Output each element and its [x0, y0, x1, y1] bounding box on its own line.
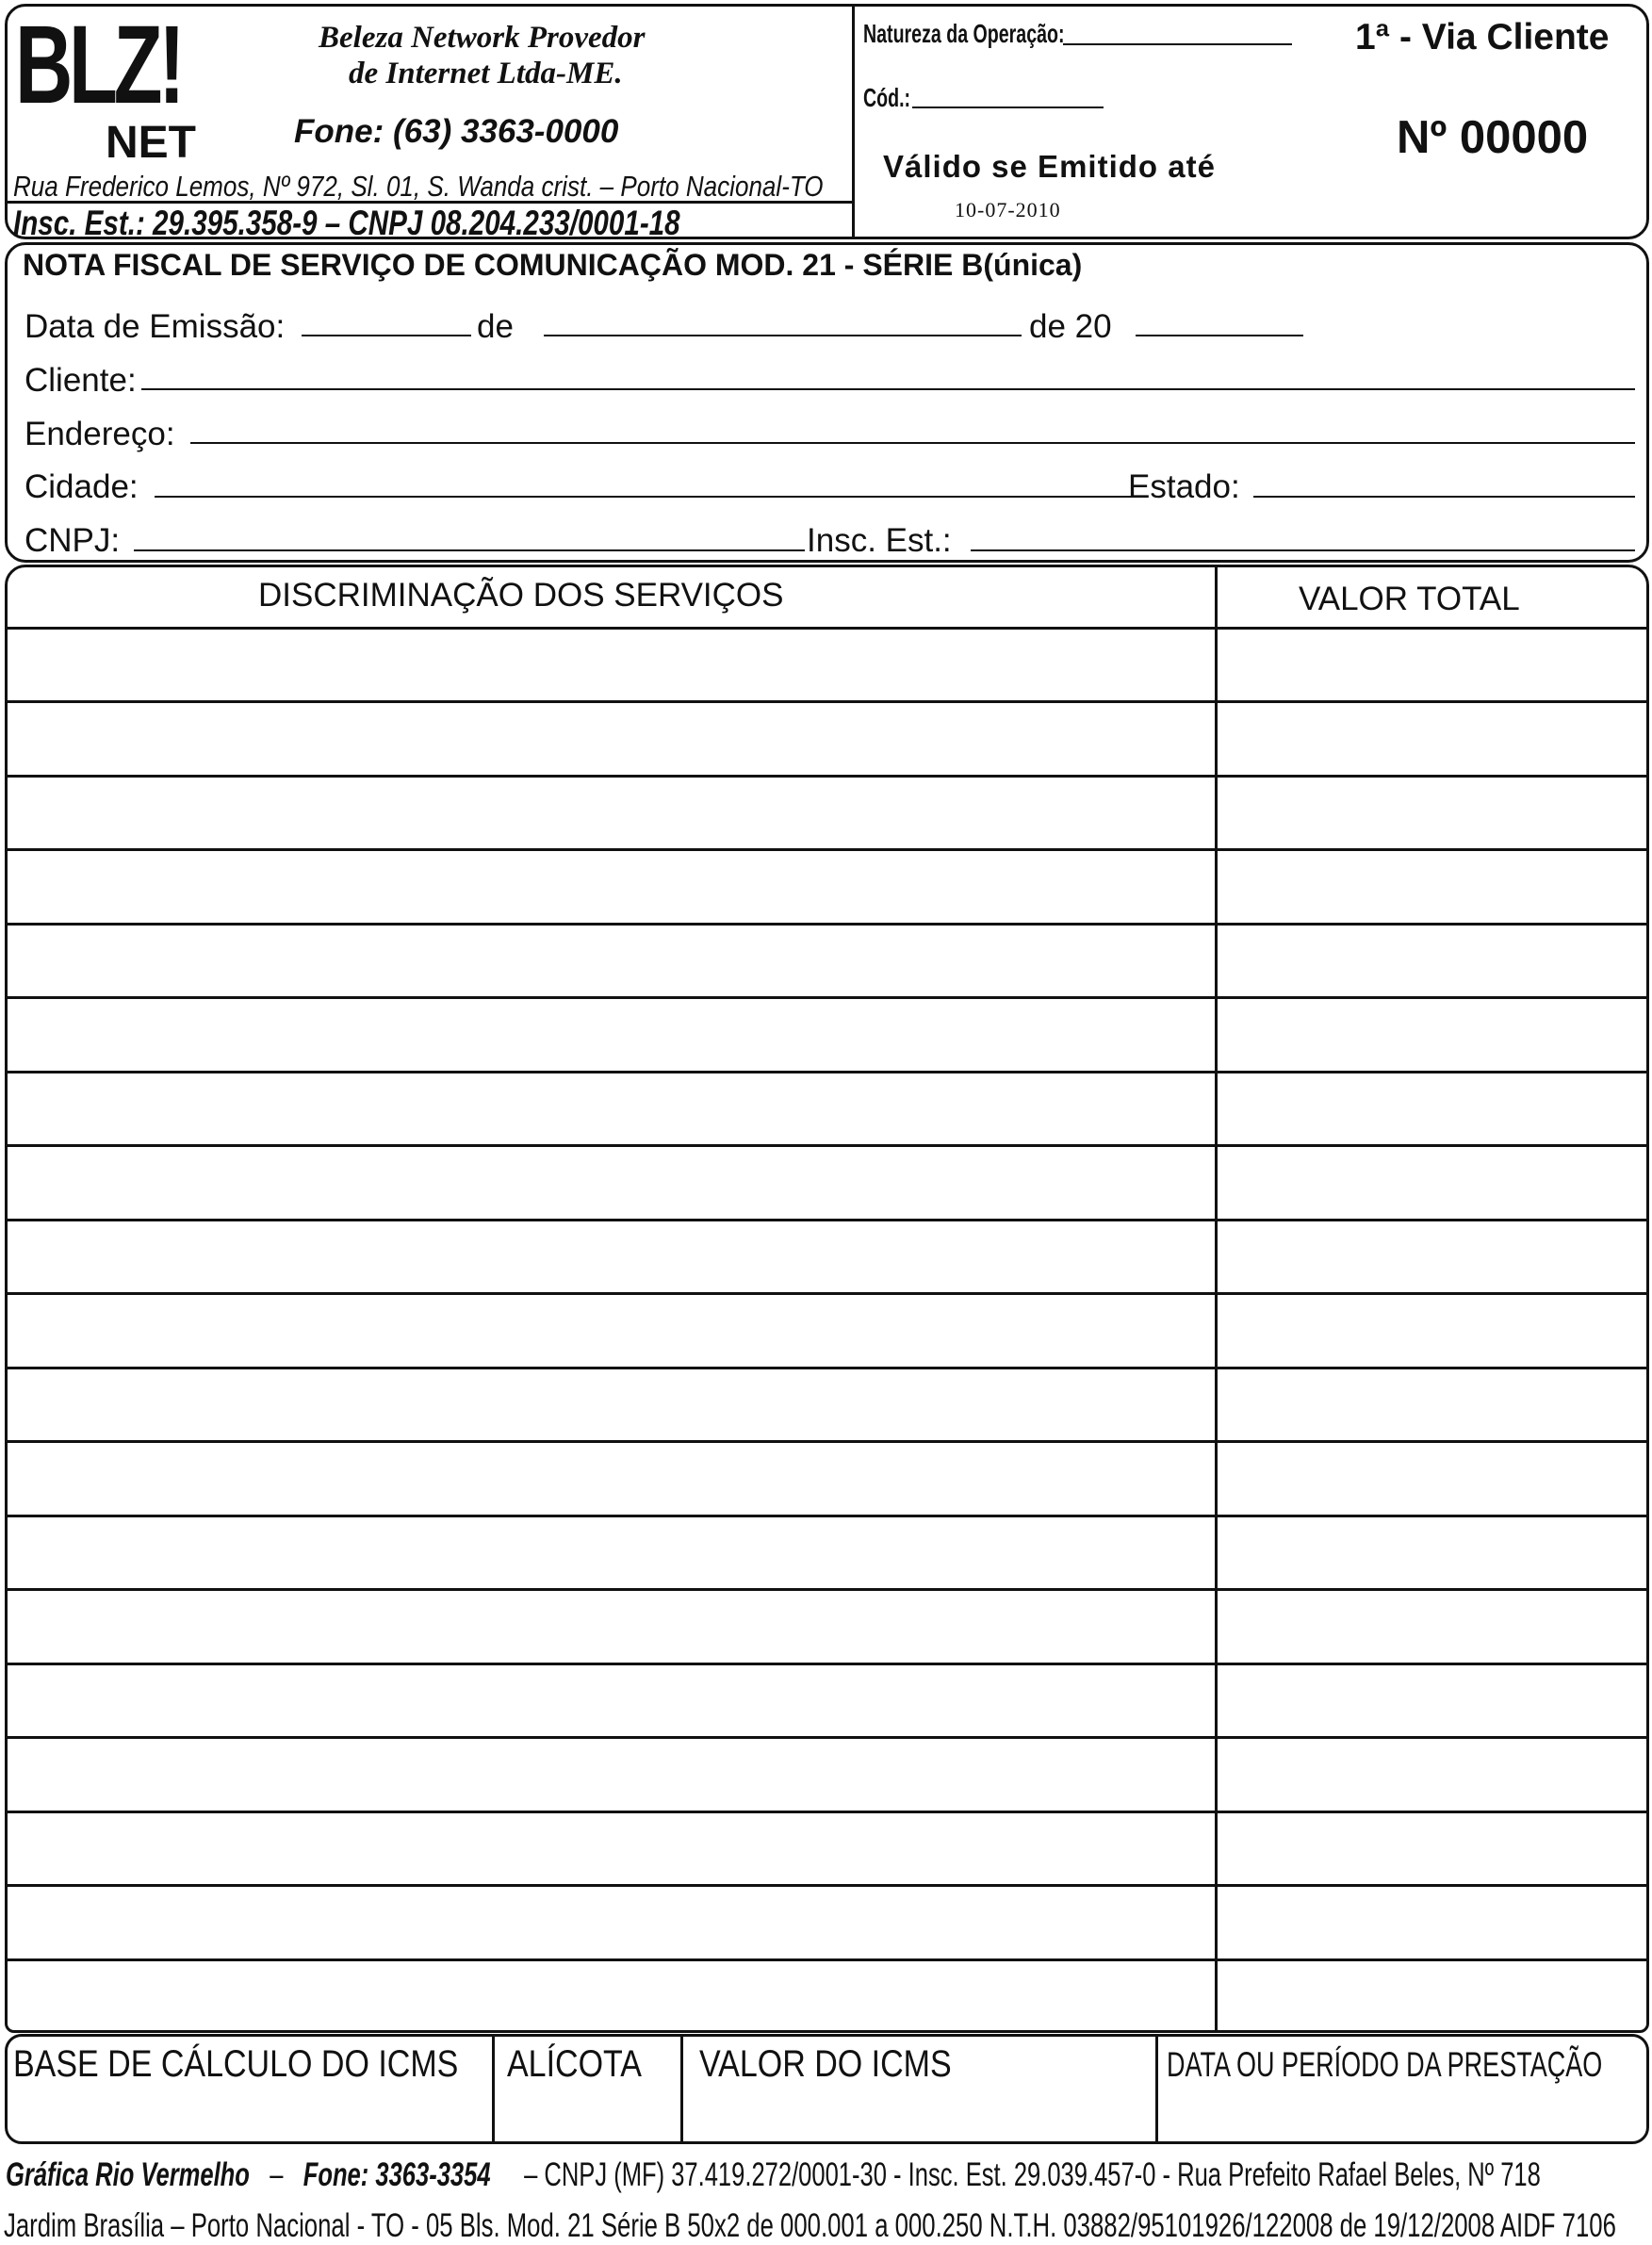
- service-description-cell[interactable]: [8, 1073, 1214, 1144]
- service-total-cell[interactable]: [1219, 926, 1646, 996]
- estado-field[interactable]: [1253, 496, 1635, 498]
- service-total-cell[interactable]: [1219, 1739, 1646, 1810]
- service-description-cell[interactable]: [8, 851, 1214, 922]
- company-name-2: de Internet Ltda-ME.: [349, 57, 623, 90]
- service-total-cell[interactable]: [1219, 1369, 1646, 1440]
- service-description-cell[interactable]: [8, 1443, 1214, 1514]
- cod-field[interactable]: [912, 107, 1104, 108]
- service-description-cell[interactable]: [8, 778, 1214, 848]
- service-total-cell[interactable]: [1219, 1665, 1646, 1736]
- printer-name: Gráfica Rio Vermelho: [6, 2156, 250, 2193]
- service-total-cell[interactable]: [1219, 1961, 1646, 2032]
- invoice-number: Nº 00000: [1397, 112, 1589, 163]
- service-description-cell[interactable]: [8, 1517, 1214, 1588]
- cnpj-label: CNPJ:: [25, 522, 121, 559]
- form-title: NOTA FISCAL DE SERVIÇO DE COMUNICAÇÃO MOD. 21 - SÉRIE B(única): [23, 248, 1083, 282]
- cidade-label: Cidade:: [25, 468, 139, 505]
- insc-label: Insc. Est.:: [807, 522, 952, 559]
- totals-divider-3: [1155, 2036, 1158, 2143]
- service-total-cell[interactable]: [1219, 1147, 1646, 1218]
- data-prestacao-label: DATA OU PERÍODO DA PRESTAÇÃO: [1167, 2045, 1603, 2084]
- natureza-label: Natureza da Operação:: [863, 19, 1065, 48]
- service-total-cell[interactable]: [1219, 999, 1646, 1070]
- de20-label: de 20: [1029, 308, 1112, 345]
- valor-icms-label: VALOR DO ICMS: [699, 2043, 952, 2085]
- company-registration: Insc. Est.: 29.395.358-9 – CNPJ 08.204.233/0001-18: [13, 204, 680, 242]
- service-description-cell[interactable]: [8, 1813, 1214, 1884]
- service-description-cell[interactable]: [8, 926, 1214, 996]
- cnpj-field[interactable]: [134, 549, 805, 551]
- col-total-header: VALOR TOTAL: [1299, 581, 1520, 617]
- service-description-cell[interactable]: [8, 999, 1214, 1070]
- service-description-cell[interactable]: [8, 1665, 1214, 1736]
- service-description-cell[interactable]: [8, 1961, 1214, 2032]
- service-description-cell[interactable]: [8, 703, 1214, 774]
- totals-divider-2: [680, 2036, 683, 2143]
- company-name-1: Beleza Network Provedor: [319, 21, 646, 55]
- company-address: Rua Frederico Lemos, Nº 972, Sl. 01, S. Wanda crist. – Porto Nacional-TO: [13, 170, 824, 203]
- printer-info: – CNPJ (MF) 37.419.272/0001-30 - Insc. Est. 29.039.457-0 - Rua Prefeito Rafael Beles, Nº 718: [524, 2156, 1541, 2193]
- totals-divider-1: [492, 2036, 495, 2143]
- endereco-field[interactable]: [190, 442, 1635, 444]
- footer-line-2: Jardim Brasília – Porto Nacional - TO - 05 Bls. Mod. 21 Série B 50x2 de 000.001 a 000.250 N.T.H. 03882/95101926/122008 de 19/12/2008 AIDF 7106: [4, 2207, 1616, 2244]
- service-description-cell[interactable]: [8, 1221, 1214, 1292]
- company-phone: Fone: (63) 3363-0000: [294, 113, 619, 150]
- service-total-cell[interactable]: [1219, 1073, 1646, 1144]
- service-description-cell[interactable]: [8, 1369, 1214, 1440]
- data-emissao-year[interactable]: [1136, 335, 1303, 336]
- cliente-field[interactable]: [141, 388, 1635, 390]
- service-total-cell[interactable]: [1219, 630, 1646, 700]
- service-description-cell[interactable]: [8, 1887, 1214, 1958]
- service-description-cell[interactable]: [8, 1739, 1214, 1810]
- logo-sub: NET: [106, 118, 196, 168]
- cod-label: Cód.:: [863, 83, 911, 112]
- natureza-field[interactable]: [1063, 43, 1292, 45]
- service-total-cell[interactable]: [1219, 778, 1646, 848]
- data-emissao-label: Data de Emissão:: [25, 308, 286, 345]
- de-label: de: [477, 308, 514, 345]
- client-box: [5, 242, 1649, 563]
- service-description-cell[interactable]: [8, 1147, 1214, 1218]
- service-total-cell[interactable]: [1219, 1295, 1646, 1366]
- valid-label: Válido se Emitido até: [883, 149, 1216, 184]
- service-total-cell[interactable]: [1219, 1813, 1646, 1884]
- aliquota-label: ALÍCOTA: [507, 2043, 642, 2085]
- estado-label: Estado:: [1128, 468, 1240, 505]
- data-emissao-day[interactable]: [302, 335, 471, 336]
- base-calculo-label: BASE DE CÁLCULO DO ICMS: [13, 2043, 459, 2085]
- footer-line-1: [6, 2156, 1541, 2194]
- col-services-header: DISCRIMINAÇÃO DOS SERVIÇOS: [258, 577, 784, 614]
- service-description-cell[interactable]: [8, 1591, 1214, 1662]
- separator: –: [256, 2156, 297, 2193]
- service-total-cell[interactable]: [1219, 851, 1646, 922]
- service-total-cell[interactable]: [1219, 703, 1646, 774]
- insc-field[interactable]: [971, 549, 1635, 551]
- valid-date: 10-07-2010: [955, 198, 1061, 221]
- service-total-cell[interactable]: [1219, 1887, 1646, 1958]
- cliente-label: Cliente:: [25, 362, 137, 399]
- logo-text: BLZ!: [15, 3, 182, 127]
- endereco-label: Endereço:: [25, 416, 175, 452]
- service-total-cell[interactable]: [1219, 1517, 1646, 1588]
- printer-phone: Fone: 3363-3354: [303, 2156, 491, 2193]
- service-total-cell[interactable]: [1219, 1443, 1646, 1514]
- cidade-field[interactable]: [155, 496, 1131, 498]
- via-label: 1ª - Via Cliente: [1355, 17, 1610, 57]
- data-emissao-month[interactable]: [544, 335, 1022, 336]
- service-description-cell[interactable]: [8, 630, 1214, 700]
- service-description-cell[interactable]: [8, 1295, 1214, 1366]
- service-total-cell[interactable]: [1219, 1221, 1646, 1292]
- service-total-cell[interactable]: [1219, 1591, 1646, 1662]
